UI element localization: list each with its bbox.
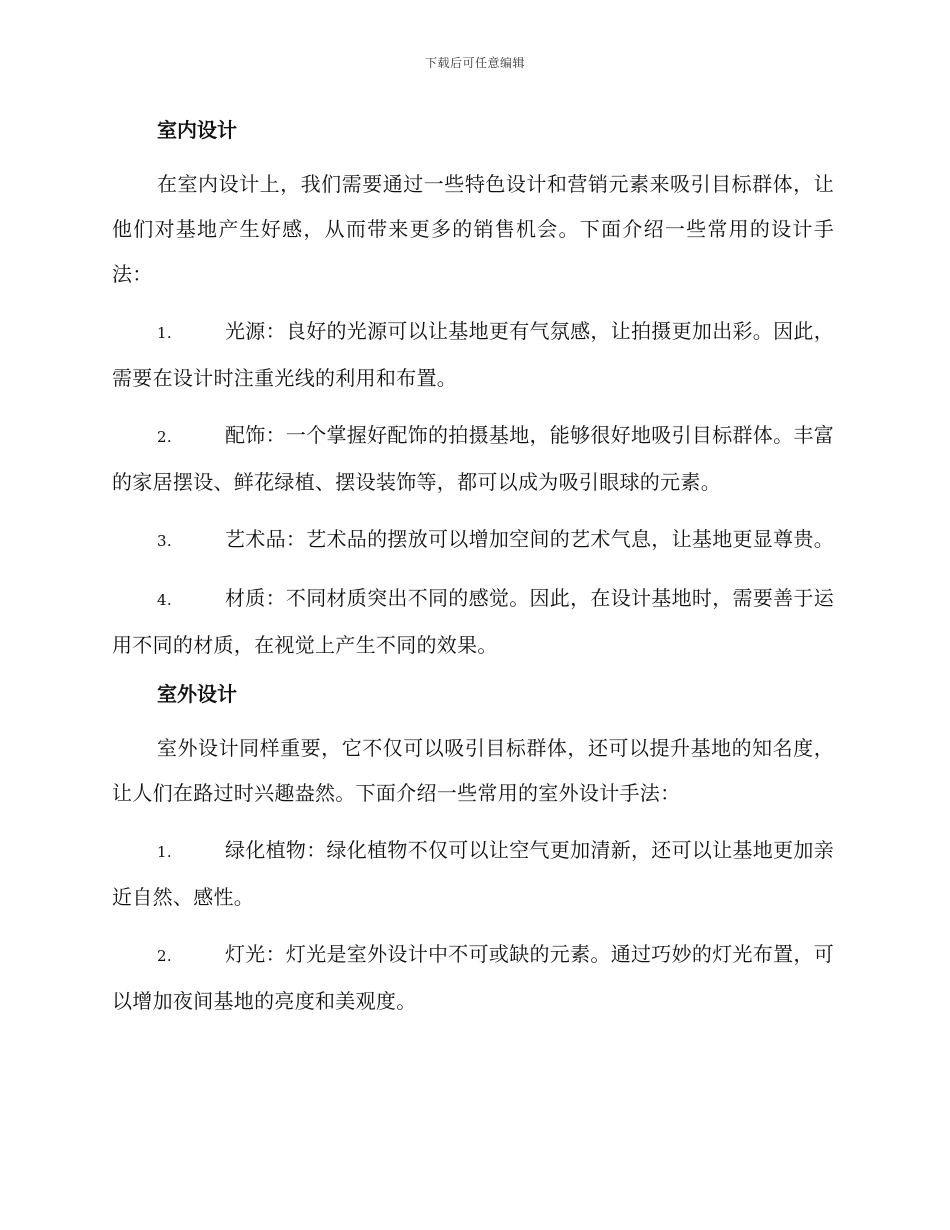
list-item-number: 2. <box>157 428 172 446</box>
list-item-number: 1. <box>157 324 172 342</box>
document-body <box>112 116 834 1036</box>
section-interior-design <box>112 116 834 668</box>
list-item-text: 艺术品：艺术品的摆放可以增加空间的艺术气息，让基地更显尊贵。 <box>225 527 834 551</box>
list-item-text: 绿化植物：绿化植物不仅可以让空气更加清新，还可以让基地更加亲近自然、感性。 <box>112 838 834 909</box>
section-exterior-design <box>112 680 834 1024</box>
section-intro: 在室内设计上，我们需要通过一些特色设计和营销元素来吸引目标群体，让他们对基地产生好感，从而带来更多的销售机会。下面介绍一些常用的设计手法： <box>112 172 834 286</box>
list-item-number: 2. <box>157 947 172 965</box>
list-item-text: 灯光：灯光是室外设计中不可或缺的元素。通过巧妙的灯光布置，可以增加夜间基地的亮度和美观度。 <box>112 942 834 1013</box>
list-item-number: 3. <box>157 532 172 550</box>
list-item <box>112 309 834 401</box>
section-heading: 室外设计 <box>157 682 237 706</box>
list-item <box>112 576 834 668</box>
list-item-number: 1. <box>157 843 172 861</box>
list-item <box>112 932 834 1024</box>
list-item <box>112 413 834 505</box>
list-item-number: 4. <box>157 591 172 609</box>
list-item-text: 材质：不同材质突出不同的感觉。因此，在设计基地时，需要善于运用不同的材质，在视觉上产生不同的效果。 <box>112 586 834 657</box>
list-item-text: 配饰：一个掌握好配饰的拍摄基地，能够很好地吸引目标群体。丰富的家居摆设、鲜花绿植、摆设装饰等，都可以成为吸引眼球的元素。 <box>112 423 834 494</box>
list-item-text: 光源：良好的光源可以让基地更有气氛感，让拍摄更加出彩。因此，需要在设计时注重光线的利用和布置。 <box>112 319 834 390</box>
section-intro: 室外设计同样重要，它不仅可以吸引目标群体，还可以提升基地的知名度，让人们在路过时兴趣盎然。下面介绍一些常用的室外设计手法： <box>112 736 834 805</box>
list-item <box>112 517 834 564</box>
section-heading: 室内设计 <box>157 118 237 142</box>
list-item <box>112 828 834 920</box>
page-header: 下载后可任意编辑 <box>424 56 525 70</box>
